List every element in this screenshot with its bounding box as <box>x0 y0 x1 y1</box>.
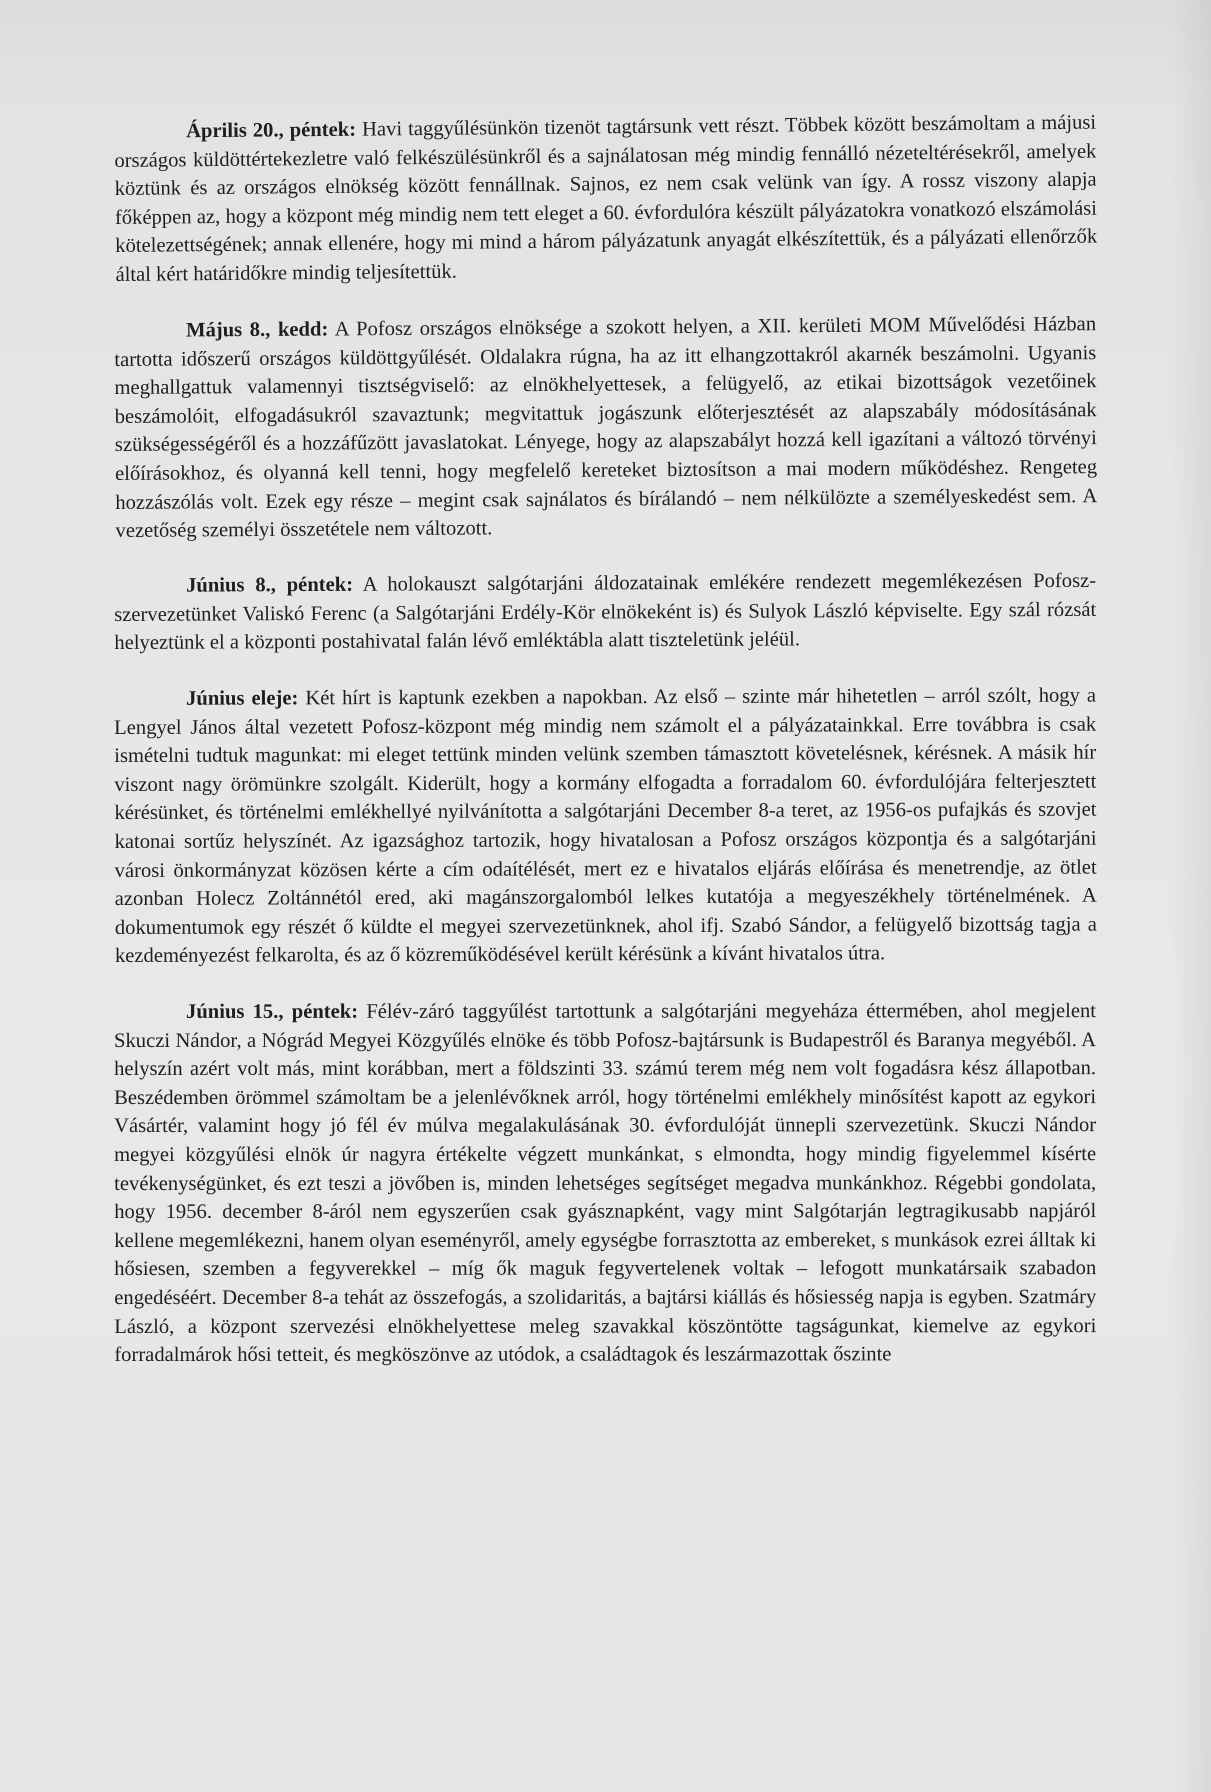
entry-aprilis-20 <box>114 109 1098 290</box>
entry-text: A Pofosz országos elnöksége a szokott helyen, a XII. kerületi MOM Művelődési Házban tartotta időszerű országos küldöttgyűlését. Oldalakra rúgna, ha az itt elhangzottakról akarnék beszámolni. Ugyanis meghallgattuk valamennyi tisztségviselő: az elnökhelyettesek, a felügyelő, az etikai bizottságok vezetőinek beszámolóit, elfogadásukról szavaztunk; megvitattuk jogászunk előterjesztését az alapszabály módosításának szükségességéről és a hozzáfűzött javaslatokat. Lényege, hogy az alapszabályt hozzá kell igazítani a változó törvényi előírásokhoz, és olyanná kell tenni, hogy megfelelő kereteket biztosítson a mai modern működéshez. Rengeteg hozzászólás volt. Ezek egy része – megint csak sajnálatos és bírálandó – nem nélkülözte a személyeskedést sem. A vezetőség személyi összetétele nem változott. <box>114 312 1098 542</box>
entry-date-label: Április 20., péntek: <box>186 118 357 143</box>
entry-text: Havi taggyűlésünkön tizenöt tagtársunk vett részt. Többek között beszámoltam a májusi országos küldöttértekezletre való felkészülésünkről és a sajnálatosan még mindig fennálló nézeteltérésekről, amelyek köztünk és az országos elnökség között fennállnak. Sajnos, ez nem csak velünk van így. A rossz viszony alapja főképpen az, hogy a központ még mindig nem tett eleget a 60. évfordulóra készült pályázatokra vonatkozó elszámolási kötelezettségének; annak ellenére, hogy mi mind a három pályázatunk anyagát elkészítettük, és a pályázati ellenőrzők által kért határidőkre mindig teljesítettük. <box>114 111 1098 286</box>
entry-junius-8 <box>114 567 1096 658</box>
entry-date-label: Május 8., kedd: <box>186 318 329 342</box>
entry-junius-eleje <box>114 682 1097 971</box>
entry-text: Két hírt is kaptunk ezekben a napokban. Az első – szinte már hihetetlen – arról szólt, hogy a Lengyel János által vezetett Pofosz-központ még mindig nem számolt el a pályázatainkkal. Erre továbbra is csak ismételni tudtuk magunkat: mi eleget tettünk minden velünk szemben támasztott követelésnek, kérésnek. A másik hír viszont nagy örömünkre szolgált. Kiderült, hogy a kormány elfogadta a forradalom 60. évfordulójára felterjesztett kérésünket, és történelmi emlékhellyé nyilvánította a salgótarjáni December 8-a teret, az 1956-os pufajkás és szovjet katonai sortűz helyszínét. Az igazsághoz tartozik, hogy hivatalosan a Pofosz országos központja és a salgótarjáni városi önkormányzat közösen kérte a cím odaítélését, mert ez e hivatalos eljárás előírása és menetrendje, az ötlet azonban Holecz Zoltánnétól ered, aki magánszorgalomból lelkes kutatója a megyeszékhely történelmének. A dokumentumok egy részét ő küldte el megyei szervezetünknek, ahol ifj. Szabó Sándor, a felügyelő bizottság tagja a kezdeményezést felkarolta, és az ő közreműködésével került kérésünk a kívánt hivatalos útra. <box>114 684 1097 968</box>
entry-junius-15 <box>114 997 1096 1370</box>
entry-date-label: Június 8., péntek: <box>186 574 354 597</box>
document-body <box>114 111 1098 1397</box>
entry-date-label: Június eleje: <box>186 687 299 710</box>
entry-text: Félév-záró taggyűlést tartottunk a salgótarjáni megyeháza éttermében, ahol megjelent Skuczi Nándor, a Nógrád Megyei Közgyűlés elnöke és több Pofosz-bajtársunk is Budapestről és Baranya megyéből. A helyszín azért volt más, mint korábban, mert a földszinti 33. számú terem még nem volt fogadásra kész állapotban. Beszédemben örömmel számoltam be a jelenlévőknek arról, hogy történelmi emlékhely minősítést kapott az egykori Vásártér, valamint hogy jó fél év múlva megalakulásának 30. évfordulóját ünnepli szervezetünk. Skuczi Nándor megyei közgyűlési elnök úr nagyra értékelte végzett munkánkat, s elmondta, hogy mindig figyelemmel kísérte tevékenységünket, és ezt teszi a jövőben is, minden lehetséges segítséget megadva munkánkhoz. Régebbi gondolata, hogy 1956. december 8-áról nem egyszerűen csak gyásznapként, vagy mint Salgótarján legtragikusabb napjáról kellene megemlékezni, hanem olyan eseményről, amely egységbe forrasztotta az embereket, s munkások ezrei álltak ki hősiesen, szemben a fegyverekkel – míg ők maguk fegyvertelenek voltak – lefogott munkatársaik szabadon engedéséért. December 8-a tehát az összefogás, a szolidaritás, a bajtársi kiállás és hősiesség napja is egyben. Szatmáry László, a központ szervezési elnökhelyettese meleg szavakkal köszöntötte tagságunkat, kiemelve az egykori forradalmárok hősi tetteit, és megköszönve az utódok, a családtagok és leszármazottak őszinte <box>114 1000 1097 1367</box>
entry-text: A holokauszt salgótarjáni áldozatainak emlékére rendezett megemlékezésen Pofosz-szervezetünket Valiskó Ferenc (a Salgótarjáni Erdély-Kör elnökeként is) és Sulyok László képviselte. Egy szál rózsát helyeztünk el a központi postahivatal falán lévő emléktábla alatt tiszteletünk jeléül. <box>114 570 1097 655</box>
entry-date-label: Június 15., péntek: <box>186 1000 359 1023</box>
entry-majus-8 <box>114 310 1098 546</box>
